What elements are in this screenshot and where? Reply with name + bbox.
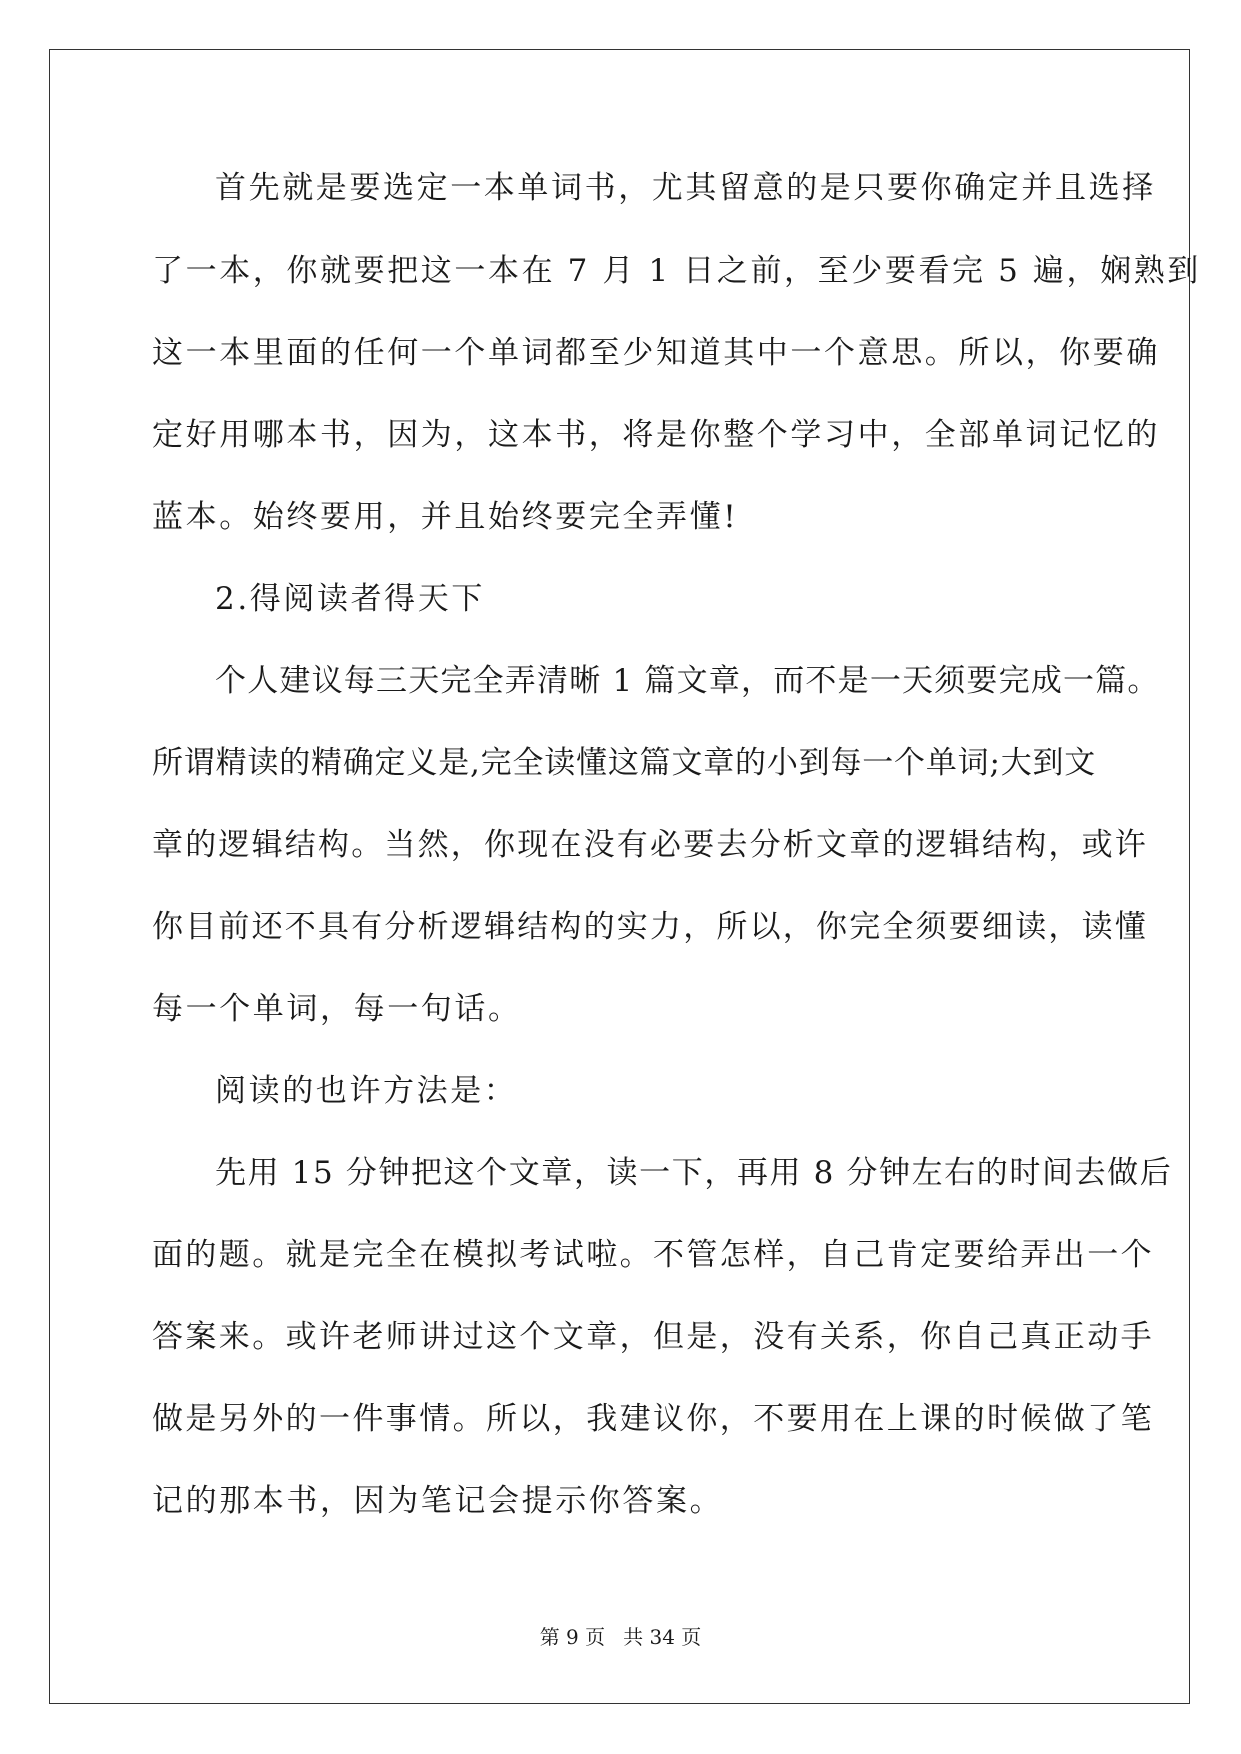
text-line-2: 了一本，你就要把这一本在 7 月 1 日之前，至少要看完 5 遍，娴熟到 [152,253,1201,289]
text-line-11: 每一个单词，每一句话。 [152,991,522,1027]
text-line-7: 个人建议每三天完全弄清晰 1 篇文章，而不是一天须要完成一篇。 [215,663,1160,699]
page-frame [49,49,1190,1704]
text-line-8: 所谓精读的精确定义是,完全读懂这篇文章的小到每一个单词;大到文 [152,745,1097,781]
text-line-17: 记的那本书，因为笔记会提示你答案。 [152,1483,724,1519]
text-line-1: 首先就是要选定一本单词书，尤其留意的是只要你确定并且选择 [215,170,1156,206]
text-line-12: 阅读的也许方法是： [215,1073,518,1109]
text-line-5: 蓝本。始终要用，并且始终要完全弄懂! [152,499,739,535]
text-line-9: 章的逻辑结构。当然，你现在没有必要去分析文章的逻辑结构，或许 [152,827,1148,863]
text-line-13: 先用 15 分钟把这个文章，读一下，再用 8 分钟左右的时间去做后 [215,1155,1173,1191]
section-heading: 2.得阅读者得天下 [215,581,485,617]
text-line-14: 面的题。就是完全在模拟考试啦。不管怎样，自己肯定要给弄出一个 [152,1237,1154,1273]
text-line-15: 答案来。或许老师讲过这个文章，但是，没有关系，你自己真正动手 [152,1319,1154,1355]
page-footer [0,1624,1241,1650]
text-line-16: 做是另外的一件事情。所以，我建议你，不要用在上课的时候做了笔 [152,1401,1154,1437]
total-pages: 共 34 页 [623,1625,702,1649]
text-line-10: 你目前还不具有分析逻辑结构的实力，所以，你完全须要细读，读懂 [152,909,1148,945]
text-line-3: 这一本里面的任何一个单词都至少知道其中一个意思。所以，你要确 [152,335,1160,371]
current-page-number: 第 9 页 [539,1625,606,1649]
text-line-4: 定好用哪本书，因为，这本书，将是你整个学习中，全部单词记忆的 [152,417,1160,453]
